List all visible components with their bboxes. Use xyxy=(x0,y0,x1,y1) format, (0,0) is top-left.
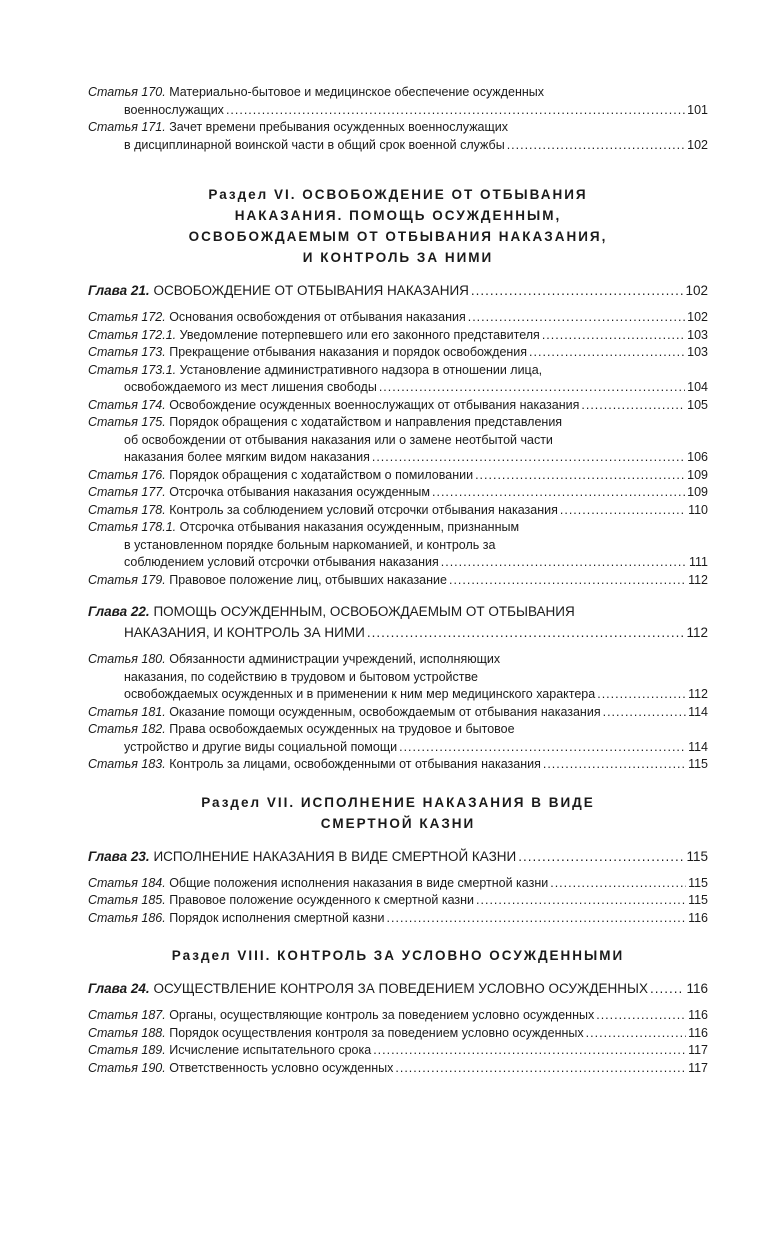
toc-entry-line xyxy=(88,910,708,928)
page-number: 116 xyxy=(688,1025,708,1040)
entry-title: ПОМОЩЬ ОСУЖДЕННЫМ, ОСВОБОЖДАЕМЫМ ОТ ОТБЫВАНИЯ xyxy=(153,604,575,619)
section-heading: Раздел VI. ОСВОБОЖДЕНИЕ ОТ ОТБЫВАНИЯ xyxy=(208,187,588,202)
entry-label: Статья 176. xyxy=(88,467,166,482)
toc-entry-row xyxy=(124,686,708,704)
toc-entry-line xyxy=(124,686,708,704)
entry-label: Статья 187. xyxy=(88,1008,166,1022)
toc-entry-row xyxy=(88,1060,708,1078)
section-heading: И КОНТРОЛЬ ЗА НИМИ xyxy=(302,250,494,265)
entry-title: ОСУЩЕСТВЛЕНИЕ КОНТРОЛЯ ЗА ПОВЕДЕНИЕМ УСЛОВНО ОСУЖДЕННЫХ xyxy=(153,981,648,996)
page-number: 102 xyxy=(685,283,708,298)
toc-entry-row xyxy=(88,467,708,485)
toc-entry-line xyxy=(88,502,708,520)
page-number: 109 xyxy=(687,485,708,499)
entry-title: наказания, по содействию в трудовом и бытовом устройстве xyxy=(124,669,478,684)
entry-label: Статья 186. xyxy=(88,910,166,925)
page-number: 111 xyxy=(688,555,708,569)
toc-entry-line xyxy=(88,572,708,590)
entry-label: Статья 189. xyxy=(88,1043,166,1057)
toc-entry-row xyxy=(88,892,708,910)
toc-entry-line xyxy=(88,978,708,999)
toc-entry-row xyxy=(124,554,708,572)
page-number: 102 xyxy=(687,137,708,152)
page-number: 101 xyxy=(687,102,708,117)
toc-entry-line xyxy=(88,1007,708,1025)
toc-entry-line xyxy=(88,601,708,622)
entry-label: Статья 172. xyxy=(88,310,166,324)
dot-leader xyxy=(603,704,686,722)
dot-leader xyxy=(372,449,685,467)
toc-entry-line xyxy=(88,846,708,867)
toc-entry-row xyxy=(88,484,708,502)
section-heading: Раздел VII. ИСПОЛНЕНИЕ НАКАЗАНИЯ В ВИДЕ xyxy=(201,794,595,810)
dot-leader xyxy=(395,1060,686,1078)
toc-entry-row xyxy=(88,846,708,867)
toc-entry-row xyxy=(124,102,708,120)
toc-entry-row xyxy=(124,432,708,450)
entry-title: Установление административного надзора в отношении лица, xyxy=(179,362,543,377)
toc-entry-line xyxy=(124,537,708,555)
entry-title: Уведомление потерпевшего или его законного представителя xyxy=(179,327,540,342)
entry-title: ОСВОБОЖДЕНИЕ ОТ ОТБЫВАНИЯ НАКАЗАНИЯ xyxy=(153,283,469,298)
entry-label: Статья 171. xyxy=(88,120,166,134)
toc-entry-row xyxy=(88,280,708,301)
entry-title: Материально-бытовое и медицинское обеспечение осужденных xyxy=(169,85,545,99)
toc-entry-line xyxy=(88,651,708,669)
page-number: 112 xyxy=(688,687,708,701)
entry-title: Оказание помощи осужденным, освобождаемым от отбывания наказания xyxy=(169,704,601,719)
entry-title: Общие положения исполнения наказания в виде смертной казни xyxy=(169,875,549,890)
toc-entry-row xyxy=(88,756,708,774)
entry-title: устройство и другие виды социальной помощи xyxy=(124,739,398,754)
toc-entry-row xyxy=(124,739,708,757)
entry-title: наказания более мягким видом наказания xyxy=(124,450,370,464)
toc-entry-row xyxy=(88,704,708,722)
toc-entry-row xyxy=(88,721,708,739)
entry-label: Статья 175. xyxy=(88,415,166,429)
toc-entry-line xyxy=(88,344,708,362)
dot-leader xyxy=(518,846,684,867)
dot-leader xyxy=(560,502,686,520)
toc-entry-line xyxy=(88,1060,708,1078)
page-number: 112 xyxy=(686,625,708,640)
page-number: 116 xyxy=(688,910,708,925)
toc-entry-row xyxy=(88,397,708,415)
dot-leader xyxy=(529,344,685,362)
page-number: 115 xyxy=(688,757,708,771)
toc-entry-row xyxy=(88,1025,708,1043)
entry-label: Статья 190. xyxy=(88,1060,166,1075)
entry-title: Обязанности администрации учреждений, исполняющих xyxy=(169,652,501,666)
entry-label: Статья 183. xyxy=(88,757,166,771)
entry-title: в дисциплинарной воинской части в общий срок военной службы xyxy=(124,137,505,152)
toc-entry-row xyxy=(88,119,708,137)
entry-label: Глава 23. xyxy=(88,848,150,864)
entry-label: Статья 178.1. xyxy=(88,520,177,534)
entry-label: Глава 21. xyxy=(88,283,150,298)
toc-entry-row xyxy=(88,978,708,999)
dot-leader xyxy=(367,622,685,643)
toc-entry-line xyxy=(124,554,708,572)
entry-label: Статья 182. xyxy=(88,722,166,736)
entry-title: Контроль за соблюдением условий отсрочки отбывания наказания xyxy=(169,502,558,517)
toc-entry-row xyxy=(88,327,708,345)
entry-title: Ответственность условно осужденных xyxy=(169,1060,394,1075)
toc-entry-row xyxy=(124,622,708,643)
section-heading: НАКАЗАНИЯ. ПОМОЩЬ ОСУЖДЕННЫМ, xyxy=(234,208,562,223)
toc-entry-line xyxy=(124,102,708,120)
entry-title: Основания освобождения от отбывания наказания xyxy=(169,310,466,324)
toc-entry-row xyxy=(88,572,708,590)
toc-entry-line xyxy=(124,449,708,467)
toc-entry-row xyxy=(88,362,708,380)
page-number: 103 xyxy=(687,345,708,359)
dot-leader xyxy=(543,756,686,774)
dot-leader xyxy=(596,1007,686,1025)
entry-title: Прекращение отбывания наказания и порядок освобождения xyxy=(169,345,528,359)
entry-title: освобождаемых осужденных и в применении к ним мер медицинского характера xyxy=(124,687,596,701)
toc-entry-line xyxy=(88,756,708,774)
toc-entry-row xyxy=(88,344,708,362)
entry-title: соблюдением условий отсрочки отбывания наказания xyxy=(124,555,439,569)
toc-entry-line xyxy=(88,84,708,102)
page-number: 106 xyxy=(687,450,708,464)
entry-label: Статья 173. xyxy=(88,345,166,359)
entry-label: Статья 170. xyxy=(88,85,166,99)
page-number: 114 xyxy=(688,704,708,719)
toc-entry-row xyxy=(88,414,708,432)
toc-entry-row xyxy=(88,651,708,669)
toc-entry-line xyxy=(88,397,708,415)
toc-entry-row xyxy=(88,84,708,102)
toc-entry-line xyxy=(88,1025,708,1043)
dot-leader xyxy=(449,572,686,590)
entry-title: Порядок обращения с ходатайством о помиловании xyxy=(169,467,474,482)
toc-entry-line xyxy=(124,432,708,450)
toc-entry-line xyxy=(124,669,708,687)
entry-title: Отсрочка отбывания наказания осужденным, признанным xyxy=(179,520,520,534)
entry-title: Права освобождаемых осужденных на трудовое и бытовое xyxy=(169,722,515,736)
page-number: 117 xyxy=(688,1043,708,1057)
toc-entry-row xyxy=(88,910,708,928)
page-number: 117 xyxy=(688,1060,708,1075)
entry-title: ИСПОЛНЕНИЕ НАКАЗАНИЯ В ВИДЕ СМЕРТНОЙ КАЗНИ xyxy=(153,848,517,864)
entry-title: Порядок исполнения смертной казни xyxy=(169,910,385,925)
dot-leader xyxy=(542,327,685,345)
entry-label: Статья 184. xyxy=(88,875,166,890)
toc-entry-row xyxy=(88,309,708,327)
entry-label: Статья 188. xyxy=(88,1025,166,1040)
page-number: 115 xyxy=(688,875,708,890)
entry-label: Глава 22. xyxy=(88,604,150,619)
entry-title: Правовое положение осужденного к смертной казни xyxy=(169,893,475,907)
dot-leader xyxy=(471,280,684,301)
page-number: 102 xyxy=(687,310,708,324)
toc-entry-line xyxy=(88,119,708,137)
page-number: 103 xyxy=(687,327,708,342)
toc-entry-line xyxy=(88,362,708,380)
page-number: 110 xyxy=(688,502,708,517)
dot-leader xyxy=(476,892,686,910)
entry-title: в установленном порядке больным наркоманией, и контроль за xyxy=(124,537,496,552)
toc-entry-row xyxy=(88,519,708,537)
toc-entry-row xyxy=(88,1042,708,1060)
entry-label: Статья 185. xyxy=(88,893,166,907)
toc-entry-row xyxy=(124,449,708,467)
toc-entry-line xyxy=(88,1042,708,1060)
entry-label: Статья 181. xyxy=(88,704,166,719)
entry-title: освобождаемого из мест лишения свободы xyxy=(124,380,377,394)
dot-leader xyxy=(399,739,686,757)
dot-leader xyxy=(581,397,685,415)
toc-entry-row xyxy=(124,137,708,155)
toc-entry-line xyxy=(88,327,708,345)
toc-entry-line xyxy=(88,875,708,893)
section-heading: ОСВОБОЖДАЕМЫМ ОТ ОТБЫВАНИЯ НАКАЗАНИЯ, xyxy=(188,229,608,244)
toc-entry-row xyxy=(124,379,708,397)
toc-entry-line xyxy=(124,739,708,757)
entry-label: Статья 178. xyxy=(88,502,166,517)
entry-title: Правовое положение лиц, отбывших наказание xyxy=(169,572,447,587)
dot-leader xyxy=(441,554,687,572)
toc-entry-line xyxy=(88,704,708,722)
dot-leader xyxy=(468,309,685,327)
entry-title: Органы, осуществляющие контроль за поведением условно осужденных xyxy=(169,1008,595,1022)
entry-label: Статья 174. xyxy=(88,397,166,412)
toc-entry-row xyxy=(88,502,708,520)
page-number: 116 xyxy=(688,1008,708,1022)
entry-label: Статья 180. xyxy=(88,652,166,666)
toc-entry-row xyxy=(88,875,708,893)
dot-leader xyxy=(432,484,685,502)
entry-title: Контроль за лицами, освобожденными от отбывания наказания xyxy=(169,757,541,771)
page-number: 105 xyxy=(687,397,708,412)
entry-title: Отсрочка отбывания наказания осужденным xyxy=(169,485,431,499)
toc-entry-line xyxy=(88,892,708,910)
entry-title: об освобождении от отбывания наказания или о замене неотбытой части xyxy=(124,432,553,447)
toc-entry-line xyxy=(124,379,708,397)
entry-title: военнослужащих xyxy=(124,102,224,117)
dot-leader xyxy=(597,686,686,704)
entry-label: Глава 24. xyxy=(88,981,150,996)
dot-leader xyxy=(507,137,685,155)
dot-leader xyxy=(475,467,685,485)
entry-title: Порядок обращения с ходатайством и направления представления xyxy=(169,415,563,429)
toc-entry-line xyxy=(88,519,708,537)
toc-entry-line xyxy=(88,280,708,301)
entry-label: Статья 173.1. xyxy=(88,362,177,377)
dot-leader xyxy=(550,875,686,893)
toc-entry-line xyxy=(124,137,708,155)
toc-entry-line xyxy=(88,309,708,327)
toc-page xyxy=(0,84,768,1077)
toc-entry-line xyxy=(88,467,708,485)
page-number: 114 xyxy=(688,739,708,754)
entry-label: Статья 177. xyxy=(88,485,166,499)
dot-leader xyxy=(379,379,685,397)
entry-label: Статья 179. xyxy=(88,572,166,587)
entry-title: НАКАЗАНИЯ, И КОНТРОЛЬ ЗА НИМИ xyxy=(124,625,365,640)
page-number: 115 xyxy=(688,893,708,907)
toc-entry-row xyxy=(88,1007,708,1025)
entry-title: Исчисление испытательного срока xyxy=(169,1043,372,1057)
section-heading: СМЕРТНОЙ КАЗНИ xyxy=(320,815,476,831)
entry-title: Освобождение осужденных военнослужащих от отбывания наказания xyxy=(169,397,580,412)
dot-leader xyxy=(586,1025,686,1043)
page-number: 109 xyxy=(687,467,708,482)
page-number: 116 xyxy=(686,981,708,996)
dot-leader xyxy=(650,978,684,999)
page-number: 104 xyxy=(687,380,708,394)
dot-leader xyxy=(226,102,685,120)
toc-entry-line xyxy=(88,484,708,502)
page-number: 112 xyxy=(688,572,708,587)
toc-entry-line xyxy=(124,622,708,643)
toc-entry-line xyxy=(88,721,708,739)
entry-title: Зачет времени пребывания осужденных военнослужащих xyxy=(169,120,509,134)
entry-label: Статья 172.1. xyxy=(88,327,177,342)
dot-leader xyxy=(387,910,687,928)
section-heading: Раздел VIII. КОНТРОЛЬ ЗА УСЛОВНО ОСУЖДЕННЫМИ xyxy=(171,948,625,963)
toc-entry-row xyxy=(124,669,708,687)
dot-leader xyxy=(373,1042,686,1060)
toc-entry-line xyxy=(88,414,708,432)
page-number: 115 xyxy=(686,848,708,864)
toc-entry-row xyxy=(124,537,708,555)
toc-entry-row xyxy=(88,601,708,622)
entry-title: Порядок осуществления контроля за поведением условно осужденных xyxy=(169,1025,584,1040)
